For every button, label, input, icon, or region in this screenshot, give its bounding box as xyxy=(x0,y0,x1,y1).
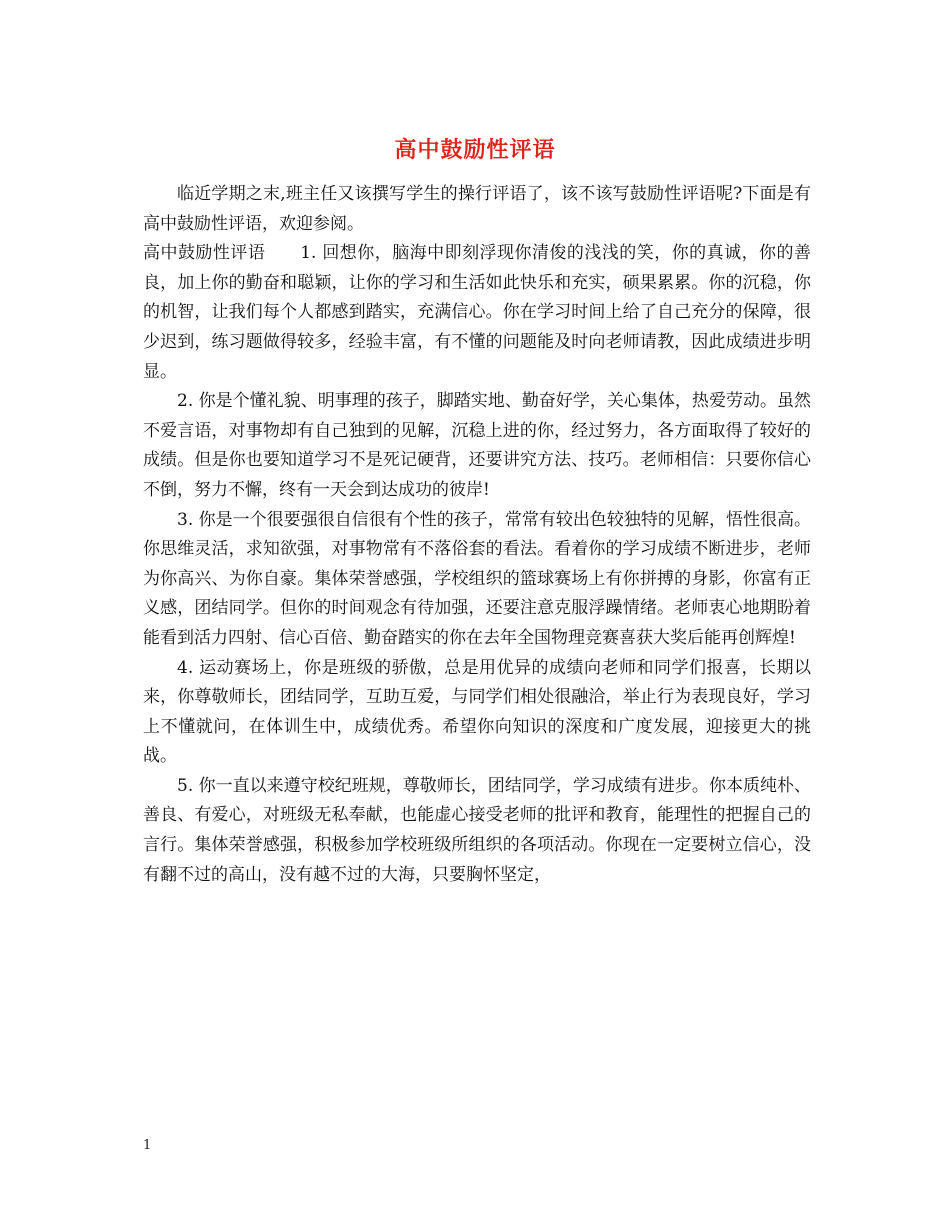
paragraph-4: 4. 运动赛场上，你是班级的骄傲，总是用优异的成绩向老师和同学们报喜，长期以来，你尊敬师长，团结同学，互助互爱，与同学们相处很融洽，举止行为表现良好，学习上不懂就问，在体训生中，成绩优秀。希望你向知识的深度和广度发展，迎接更大的挑战。 xyxy=(143,657,811,767)
document-title: 高中鼓励性评语 xyxy=(394,137,556,163)
page-number: 1 xyxy=(143,1138,152,1153)
paragraph-2: 2. 你是个懂礼貌、明事理的孩子，脚踏实地、勤奋好学，关心集体，热爱劳动。虽然不爱言语，对事物却有自己独到的见解，沉稳上进的你，经过努力，各方面取得了较好的成绩。但是你也要知道学习不是死记硬背，还要讲究方法、技巧。老师相信：只要你信心不倒，努力不懈，终有一天会到达成功的彼岸! xyxy=(143,391,811,500)
intro-paragraph: 临近学期之末,班主任又该撰写学生的操行评语了，该不该写鼓励性评语呢?下面是有高中鼓励性评语，欢迎参阅。 xyxy=(143,184,811,234)
paragraph-3: 3. 你是一个很要强很自信很有个性的孩子，常常有较出色较独特的见解，悟性很高。你思维灵活，求知欲强，对事物常有不落俗套的看法。看着你的学习成绩不断进步，老师为你高兴、为你自豪。集体荣誉感强，学校组织的篮球赛场上有你拼搏的身影，你富有正义感，团结同学。但你的时间观念有待加强，还要注意克服浮躁情绪。老师衷心地期盼着能看到活力四射、信心百倍、勤奋踏实的你在去年全国物理竞赛喜获大奖后能再创辉煌! xyxy=(143,509,811,648)
document-body xyxy=(143,180,811,890)
paragraph-1: 高中鼓励性评语 1. 回想你，脑海中即刻浮现你清俊的浅浅的笑，你的真诚，你的善良，加上你的勤奋和聪颖，让你的学习和生活如此快乐和充实，硕果累累。你的沉稳，你的机智，让我们每个人都感到踏实，充满信心。你在学习时间上给了自己充分的保障，很少迟到，练习题做得较多，经验丰富，有不懂的问题能及时向老师请教，因此成绩进步明显。 xyxy=(143,243,811,382)
paragraph-5: 5. 你一直以来遵守校纪班规，尊敬师长，团结同学，学习成绩有进步。你本质纯朴、善良、有爱心，对班级无私奉献，也能虚心接受老师的批评和教育，能理性的把握自己的言行。集体荣誉感强，积极参加学校班级所组织的各项活动。你现在一定要树立信心，没有翻不过的高山，没有越不过的大海，只要胸怀坚定， xyxy=(143,775,811,885)
